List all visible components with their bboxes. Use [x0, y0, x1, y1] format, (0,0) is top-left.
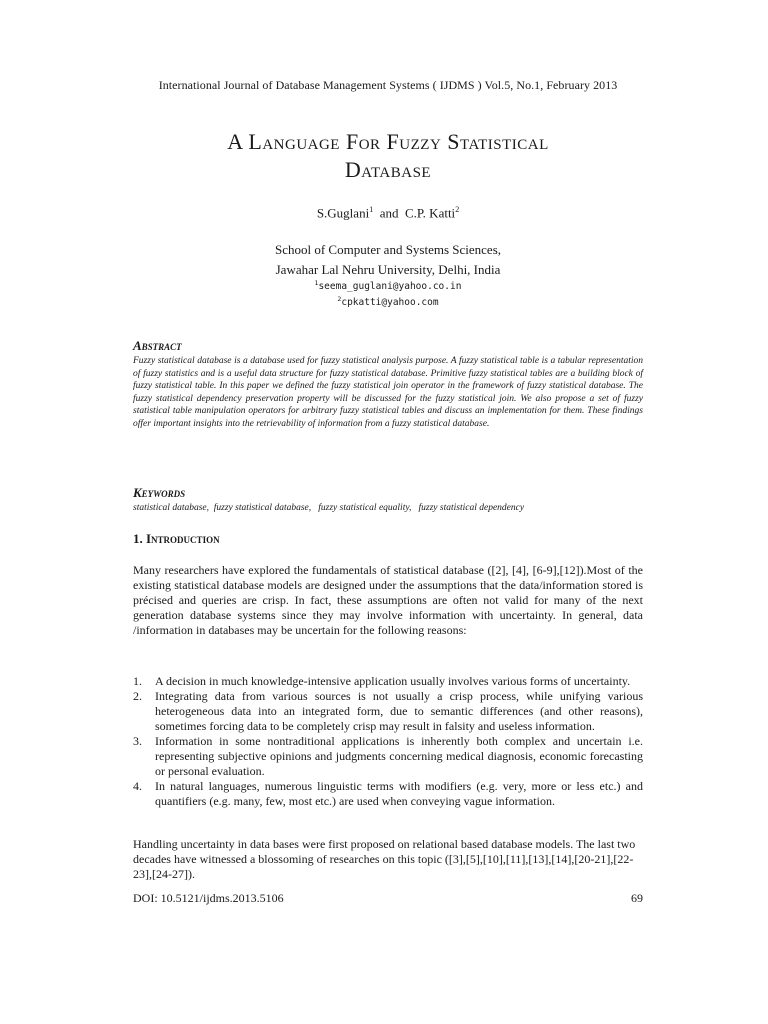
keywords-heading: Keywords: [133, 485, 186, 500]
author-emails: [133, 277, 643, 309]
intro-paragraph: Many researchers have explored the fundamentals of statistical database ([2], [4], [6-9],[12]).Most of the existing statistical database models are designed under the assumptions that the data/information stored is précised and queries are crisp. In fact, these assumptions are often not valid for many of the next generation database systems since they may involve information with uncertainty. In general, data /information in databases may be uncertain for the following reasons:: [133, 563, 643, 637]
author-affiliation-mark: 1: [369, 205, 374, 214]
affiliation-line: School of Computer and Systems Sciences,: [274, 242, 502, 257]
paper-page: [133, 0, 643, 1024]
email-address[interactable]: cpkatti@yahoo.com: [341, 297, 439, 309]
list-item: [133, 674, 643, 689]
title-line-2: Database: [344, 157, 432, 182]
list-number: 2.: [133, 689, 142, 703]
keywords-text: statistical database, fuzzy statistical database, fuzzy statistical equality, fuzzy statistical dependency: [133, 503, 525, 513]
abstract-text: Fuzzy statistical database is a database used for fuzzy statistical analysis purpose. A fuzzy statistical table is a tabular representation of fuzzy statistics and is a useful data structure for fuzzy statistical database. Primitive fuzzy statistical tables are a building block of fuzzy statistical table. In this paper we defined the fuzzy statistical join operator in the framework of fuzzy statistical database. The fuzzy statistical dependency preservation property will be discussed for the fuzzy statistical join. We also propose a set of fuzzy statistical table manipulation operators for arbitrary fuzzy statistical tables and discuss an implementation for them. These findings offer important insights into the retrievability of information from a fuzzy statistical database.: [133, 356, 643, 429]
list-item: [133, 689, 643, 734]
intro-paragraph: Handling uncertainty in data bases were first proposed on relational based database models. The last two decades have witnessed a blossoming of researches on this topic ([3],[5],[10],[11],[13],[14],[20-21],[22-23],[24-27]).: [133, 837, 636, 881]
list-number: 1.: [133, 674, 142, 688]
list-item: [133, 734, 643, 779]
author-conjunction: and: [379, 205, 399, 221]
list-item-text: In natural languages, numerous linguistic terms with modifiers (e.g. very, more or less etc.) and quantifiers (e.g. many, few, most etc.) are used when conveying vague information.: [155, 779, 643, 808]
paper-title: [133, 128, 643, 184]
list-item-text: Information in some nontraditional applications is inherently both complex and uncertain i.e. representing subjective opinions and judgments concerning medical diagnosis, economic forecasting or personal evaluation.: [155, 734, 643, 778]
introduction-heading: 1. Introduction: [133, 531, 220, 546]
list-item-text: Integrating data from various sources is not usually a crisp process, while unifying various heterogeneous data into an integrated form, due to semantic differences (and other reasons), sometimes forcing data to be completely crisp may result in falsity and useless information.: [155, 689, 643, 733]
list-item-text: A decision in much knowledge-intensive application usually involves various forms of uncertainty.: [155, 674, 631, 688]
affiliation: [133, 240, 643, 280]
email-line: [133, 277, 643, 293]
list-number: 3.: [133, 734, 142, 748]
email-mark: 1: [314, 279, 319, 287]
reasons-list: [133, 674, 643, 809]
page-number: 69: [631, 891, 643, 905]
author-name: C.P. Katti: [404, 205, 456, 221]
running-head: International Journal of Database Management Systems ( IJDMS ) Vol.5, No.1, February 2013: [158, 78, 618, 92]
author-list: [133, 205, 643, 221]
author-name: S.Guglani: [316, 205, 370, 221]
email-address[interactable]: seema_guglani@yahoo.co.in: [318, 281, 462, 293]
doi-text: DOI: 10.5121/ijdms.2013.5106: [133, 891, 284, 905]
email-line: [133, 293, 643, 309]
list-item: [133, 779, 643, 809]
list-number: 4.: [133, 779, 142, 793]
abstract-heading: Abstract: [133, 338, 182, 353]
email-mark: 2: [337, 295, 342, 304]
author-affiliation-mark: 2: [455, 205, 460, 214]
title-line-1: A Language For Fuzzy Statistical: [227, 129, 549, 154]
affiliation-line: Jawahar Lal Nehru University, Delhi, India: [275, 262, 501, 277]
